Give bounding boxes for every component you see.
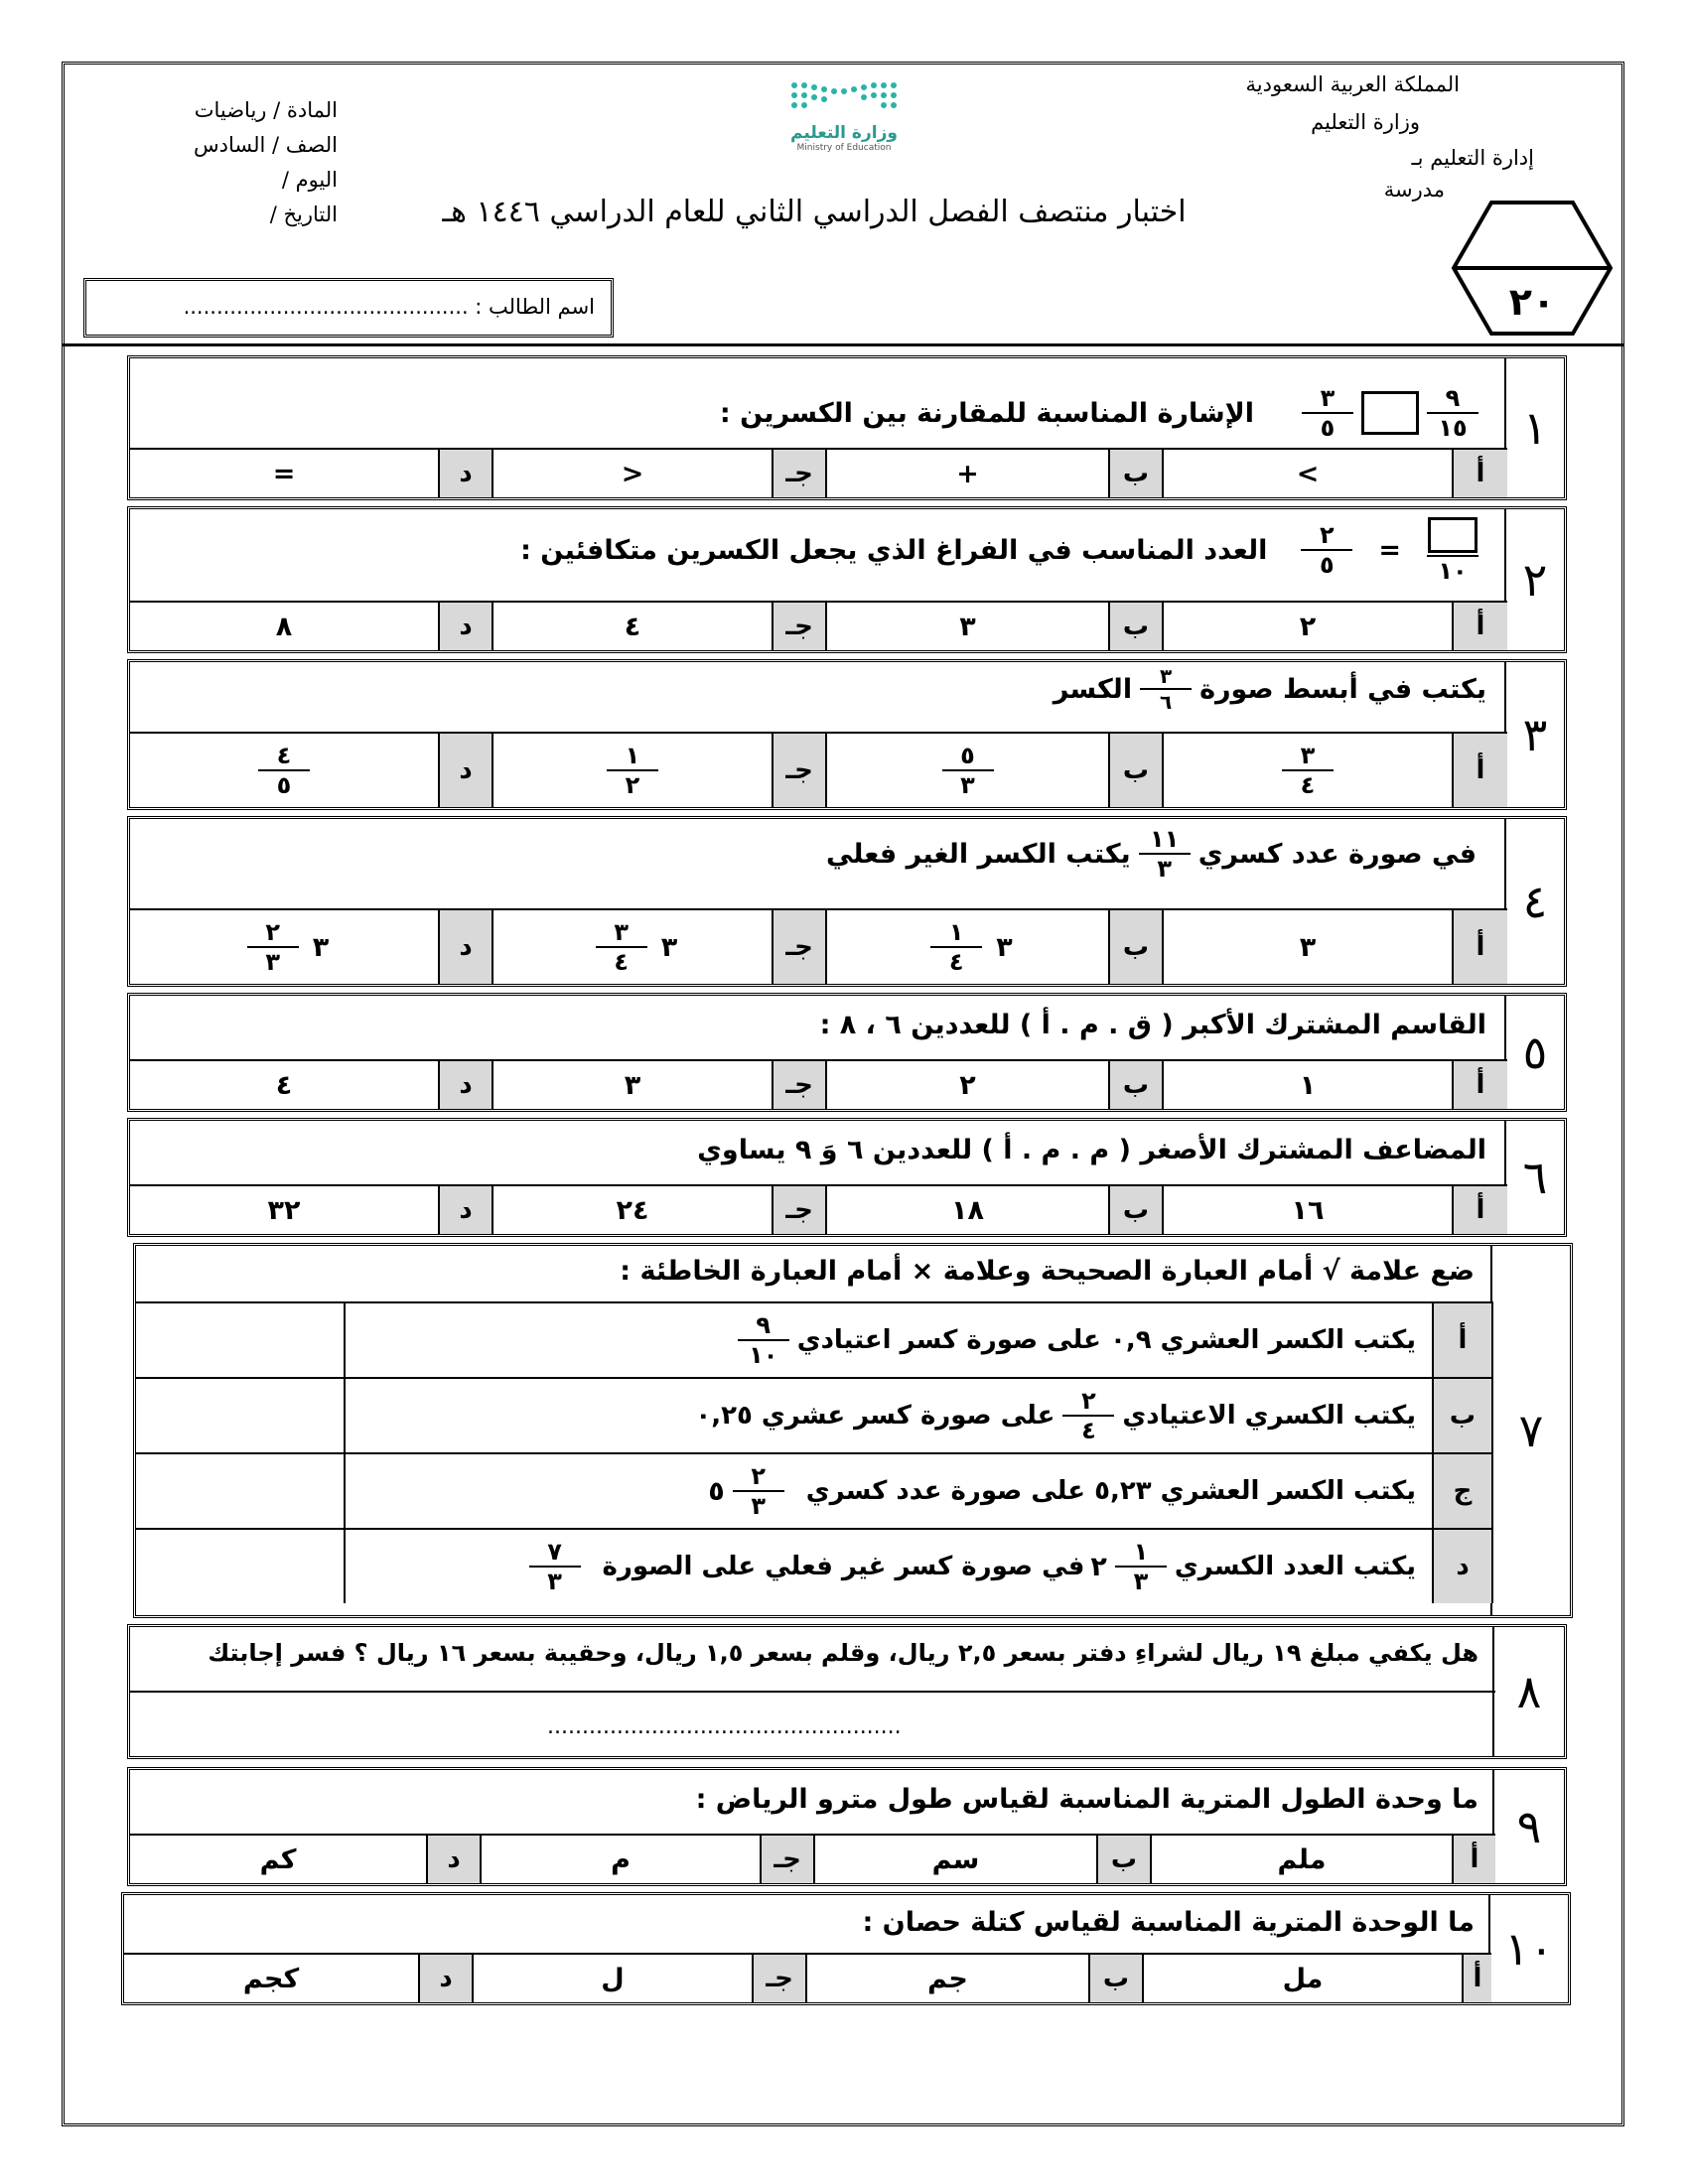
- question-number: ١٠: [1488, 1895, 1568, 2002]
- option-b[interactable]: ١٨: [951, 1194, 984, 1226]
- answer-cell[interactable]: [136, 1530, 346, 1603]
- option-d[interactable]: ٣٢: [267, 1194, 301, 1226]
- question-text: العدد المناسب في الفراغ الذي يجعل الكسرين متكافئين :: [520, 534, 1268, 566]
- fraction: $\frac{٧}{٣}$: [529, 1540, 581, 1593]
- statement-text: على صورة كسر عشري ٠,٢٥: [695, 1401, 1055, 1431]
- option-a[interactable]: $\frac{٣}{٤}$: [1164, 734, 1452, 807]
- header-country: المملكة العربية السعودية: [1245, 72, 1460, 96]
- option-letter: د: [438, 1061, 493, 1109]
- options-row: [130, 448, 1507, 497]
- question-number: ٨: [1492, 1627, 1564, 1756]
- question-text: ما الوحدة المترية المناسبة لقياس كتلة حصان :: [862, 1907, 1475, 1938]
- option-letter: أ: [1452, 910, 1507, 984]
- option-a[interactable]: ١٦: [1291, 1194, 1325, 1226]
- question-text: يكتب في أبسط صورة: [1199, 673, 1486, 705]
- question-text: هل يكفي مبلغ ١٩ ريال لشراءِ دفتر بسعر ٢,٥ ريال، وقلم بسعر ١,٥ ريال، وحقيبة بسعر ١٦ ريال ؟ فسر إجابتك: [208, 1639, 1478, 1667]
- option-c[interactable]: $\frac{١}{٢}$: [493, 734, 772, 807]
- option-a[interactable]: مل: [1282, 1963, 1324, 1994]
- option-c[interactable]: >: [621, 458, 644, 489]
- option-letter: جـ: [772, 450, 827, 497]
- options-row: [130, 601, 1507, 650]
- fraction: $\frac{٩}{١٠}$: [738, 1313, 789, 1367]
- question-5: [127, 993, 1567, 1112]
- option-c[interactable]: ٣ $\frac{٣}{٤}$: [493, 910, 772, 984]
- option-d[interactable]: ٤: [275, 1069, 293, 1101]
- fraction: $\frac{٩}{١٥}$: [1427, 386, 1478, 440]
- option-letter: ب: [1108, 1061, 1164, 1109]
- question-8: [127, 1624, 1567, 1759]
- option-c[interactable]: ٢٤: [616, 1194, 649, 1226]
- option-b[interactable]: ٣: [959, 611, 976, 642]
- exam-title: اختبار منتصف الفصل الدراسي الثاني للعام الدراسي ١٤٤٦ هـ: [442, 195, 1187, 229]
- option-letter: د: [418, 1955, 474, 2002]
- option-b[interactable]: +: [956, 458, 979, 489]
- question-6: [127, 1118, 1567, 1237]
- option-letter: ب: [1108, 910, 1164, 984]
- header-date: التاريخ /: [269, 203, 338, 226]
- option-b[interactable]: جم: [927, 1963, 968, 1994]
- fraction: $\frac{٢}{٥}$: [1301, 523, 1352, 577]
- header-subject: المادة / رياضيات: [194, 98, 338, 122]
- option-b[interactable]: سم: [931, 1843, 980, 1875]
- option-a[interactable]: ٣: [1299, 931, 1317, 963]
- student-name-field[interactable]: اسم الطالب : ...........................................: [83, 278, 614, 338]
- option-letter: د: [438, 1186, 493, 1234]
- option-letter: جـ: [772, 603, 827, 650]
- options-row: [130, 1184, 1507, 1234]
- option-letter: أ: [1452, 450, 1507, 497]
- header-grade: الصف / السادس: [194, 133, 338, 157]
- option-letter: د: [438, 450, 493, 497]
- question-number: ٤: [1504, 819, 1564, 984]
- question-10: [121, 1892, 1571, 2005]
- ministry-logo: [774, 79, 914, 161]
- header-school: مدرسة: [1383, 178, 1445, 202]
- question-text: الإشارة المناسبة للمقارنة بين الكسرين :: [719, 397, 1254, 429]
- answer-cell[interactable]: [136, 1379, 346, 1452]
- question-3: [127, 659, 1567, 810]
- option-d[interactable]: ٨: [275, 611, 293, 642]
- option-letter: جـ: [772, 1186, 827, 1234]
- option-letter: ب: [1088, 1955, 1144, 2002]
- option-letter: جـ: [772, 910, 827, 984]
- question-text: القاسم المشترك الأكبر ( ق . م . أ ) للعددين ٦ ، ٨ :: [819, 1010, 1486, 1040]
- header-admin: إدارة التعليم بـ: [1411, 146, 1534, 170]
- question-instruction: ضع علامة √ أمام العبارة الصحيحة وعلامة × أمام العبارة الخاطئة :: [620, 1256, 1475, 1287]
- fraction: $\frac{٣}{٥}$: [1302, 386, 1353, 440]
- question-number: ٥: [1504, 996, 1564, 1109]
- mixed-number: ٢ $\frac{١}{٣}$: [1084, 1540, 1174, 1593]
- question-number: ٦: [1504, 1121, 1564, 1234]
- option-letter: أ: [1452, 1836, 1495, 1883]
- option-b[interactable]: ٢: [959, 1069, 976, 1101]
- option-letter: ب: [1108, 450, 1164, 497]
- statement-text: يكتب الكسري الاعتيادي: [1122, 1401, 1416, 1431]
- option-a[interactable]: <: [1296, 458, 1320, 489]
- options-row: [130, 1834, 1495, 1883]
- question-9: [127, 1767, 1567, 1886]
- header-separator: [62, 343, 1624, 346]
- option-d[interactable]: كم: [259, 1843, 297, 1875]
- option-d[interactable]: ٣ $\frac{٢}{٣}$: [130, 910, 438, 984]
- total-score: ٢٠: [1508, 280, 1556, 324]
- statement-letter: أ: [1432, 1303, 1493, 1377]
- option-b[interactable]: $\frac{٥}{٣}$: [827, 734, 1108, 807]
- option-c[interactable]: ٤: [624, 611, 641, 642]
- option-a[interactable]: ١: [1299, 1069, 1317, 1101]
- statement-letter: ج: [1432, 1454, 1493, 1528]
- option-letter: جـ: [772, 1061, 827, 1109]
- question-text: في صورة عدد كسري: [1197, 838, 1477, 870]
- answer-box[interactable]: [1428, 517, 1477, 553]
- statement-letter: د: [1432, 1530, 1493, 1603]
- answer-cell[interactable]: [136, 1454, 346, 1528]
- option-c[interactable]: م: [611, 1843, 631, 1875]
- option-letter: أ: [1452, 734, 1507, 807]
- question-number: ١: [1504, 358, 1564, 497]
- fraction: ١٠: [1427, 517, 1478, 583]
- question-text: ما وحدة الطول المترية المناسبة لقياس طول مترو الرياض :: [695, 1784, 1478, 1815]
- statement-text: في صورة كسر غير فعلي على الصورة: [602, 1552, 1085, 1581]
- options-row: [130, 908, 1507, 984]
- statement-row: [136, 1301, 1493, 1377]
- question-number: ٣: [1504, 662, 1564, 807]
- logo-subtext: Ministry of Education: [796, 143, 892, 153]
- option-d[interactable]: كجم: [242, 1963, 300, 1994]
- question-text: يكتب الكسر الغير فعلي: [825, 838, 1131, 870]
- statement-text: يكتب الكسر العشري ٥,٢٣ على صورة عدد كسري: [805, 1476, 1416, 1506]
- mixed-number: ٥ $\frac{٢}{٣}$: [702, 1464, 791, 1518]
- question-1: [127, 355, 1567, 500]
- option-letter: أ: [1452, 603, 1507, 650]
- option-d[interactable]: $\frac{٤}{٥}$: [130, 734, 438, 807]
- option-letter: ب: [1096, 1836, 1152, 1883]
- option-letter: د: [438, 910, 493, 984]
- question-2: [127, 506, 1567, 653]
- statement-letter: ب: [1432, 1379, 1493, 1452]
- option-letter: د: [438, 603, 493, 650]
- statement-row: [136, 1528, 1493, 1603]
- option-letter: أ: [1452, 1061, 1507, 1109]
- option-c[interactable]: ٣: [624, 1069, 641, 1101]
- option-letter: ب: [1108, 1186, 1164, 1234]
- question-4: [127, 816, 1567, 987]
- option-letter: ب: [1108, 734, 1164, 807]
- option-d[interactable]: =: [272, 458, 296, 489]
- fraction: $\frac{١١}{٣}$: [1139, 827, 1191, 881]
- question-text: الكسر: [1053, 673, 1133, 705]
- statement-row: [136, 1452, 1493, 1528]
- header-day: اليوم /: [281, 168, 338, 192]
- options-row: [130, 1059, 1507, 1109]
- option-a[interactable]: ملم: [1277, 1843, 1327, 1875]
- logo-text: وزارة التعليم: [790, 123, 898, 143]
- fraction: $\frac{٢}{٤}$: [1062, 1389, 1114, 1442]
- header-ministry: وزارة التعليم: [1311, 110, 1420, 134]
- question-7: [133, 1243, 1573, 1618]
- answer-line[interactable]: ...................................................: [547, 1714, 902, 1739]
- option-letter: جـ: [772, 734, 827, 807]
- equals-sign: =: [1378, 534, 1401, 566]
- fraction: $\frac{٣}{٦}$: [1140, 666, 1192, 712]
- options-row: [130, 732, 1507, 807]
- statement-row: [136, 1377, 1493, 1452]
- answer-box[interactable]: [1361, 391, 1419, 435]
- option-letter: د: [426, 1836, 482, 1883]
- option-letter: ب: [1108, 603, 1164, 650]
- option-letter: د: [438, 734, 493, 807]
- question-text: المضاعف المشترك الأصغر ( م . م . أ ) للعددين ٦ وَ ٩ يساوي: [697, 1135, 1486, 1165]
- option-letter: أ: [1462, 1955, 1491, 2002]
- option-b[interactable]: ٣ $\frac{١}{٤}$: [827, 910, 1108, 984]
- statement-text: يكتب العدد الكسري: [1174, 1552, 1416, 1581]
- option-c[interactable]: ل: [601, 1963, 625, 1994]
- option-a[interactable]: ٢: [1299, 611, 1317, 642]
- option-letter: أ: [1452, 1186, 1507, 1234]
- option-letter: جـ: [760, 1836, 815, 1883]
- question-number: ٧: [1490, 1246, 1570, 1615]
- answer-cell[interactable]: [136, 1303, 346, 1377]
- question-number: ٩: [1492, 1770, 1564, 1883]
- statement-text: يكتب الكسر العشري ٠,٩ على صورة كسر اعتيادي: [796, 1325, 1416, 1355]
- ministry-logo-dots-icon: [774, 79, 914, 119]
- options-row: [124, 1953, 1491, 2002]
- option-letter: جـ: [752, 1955, 807, 2002]
- question-number: ٢: [1504, 509, 1564, 650]
